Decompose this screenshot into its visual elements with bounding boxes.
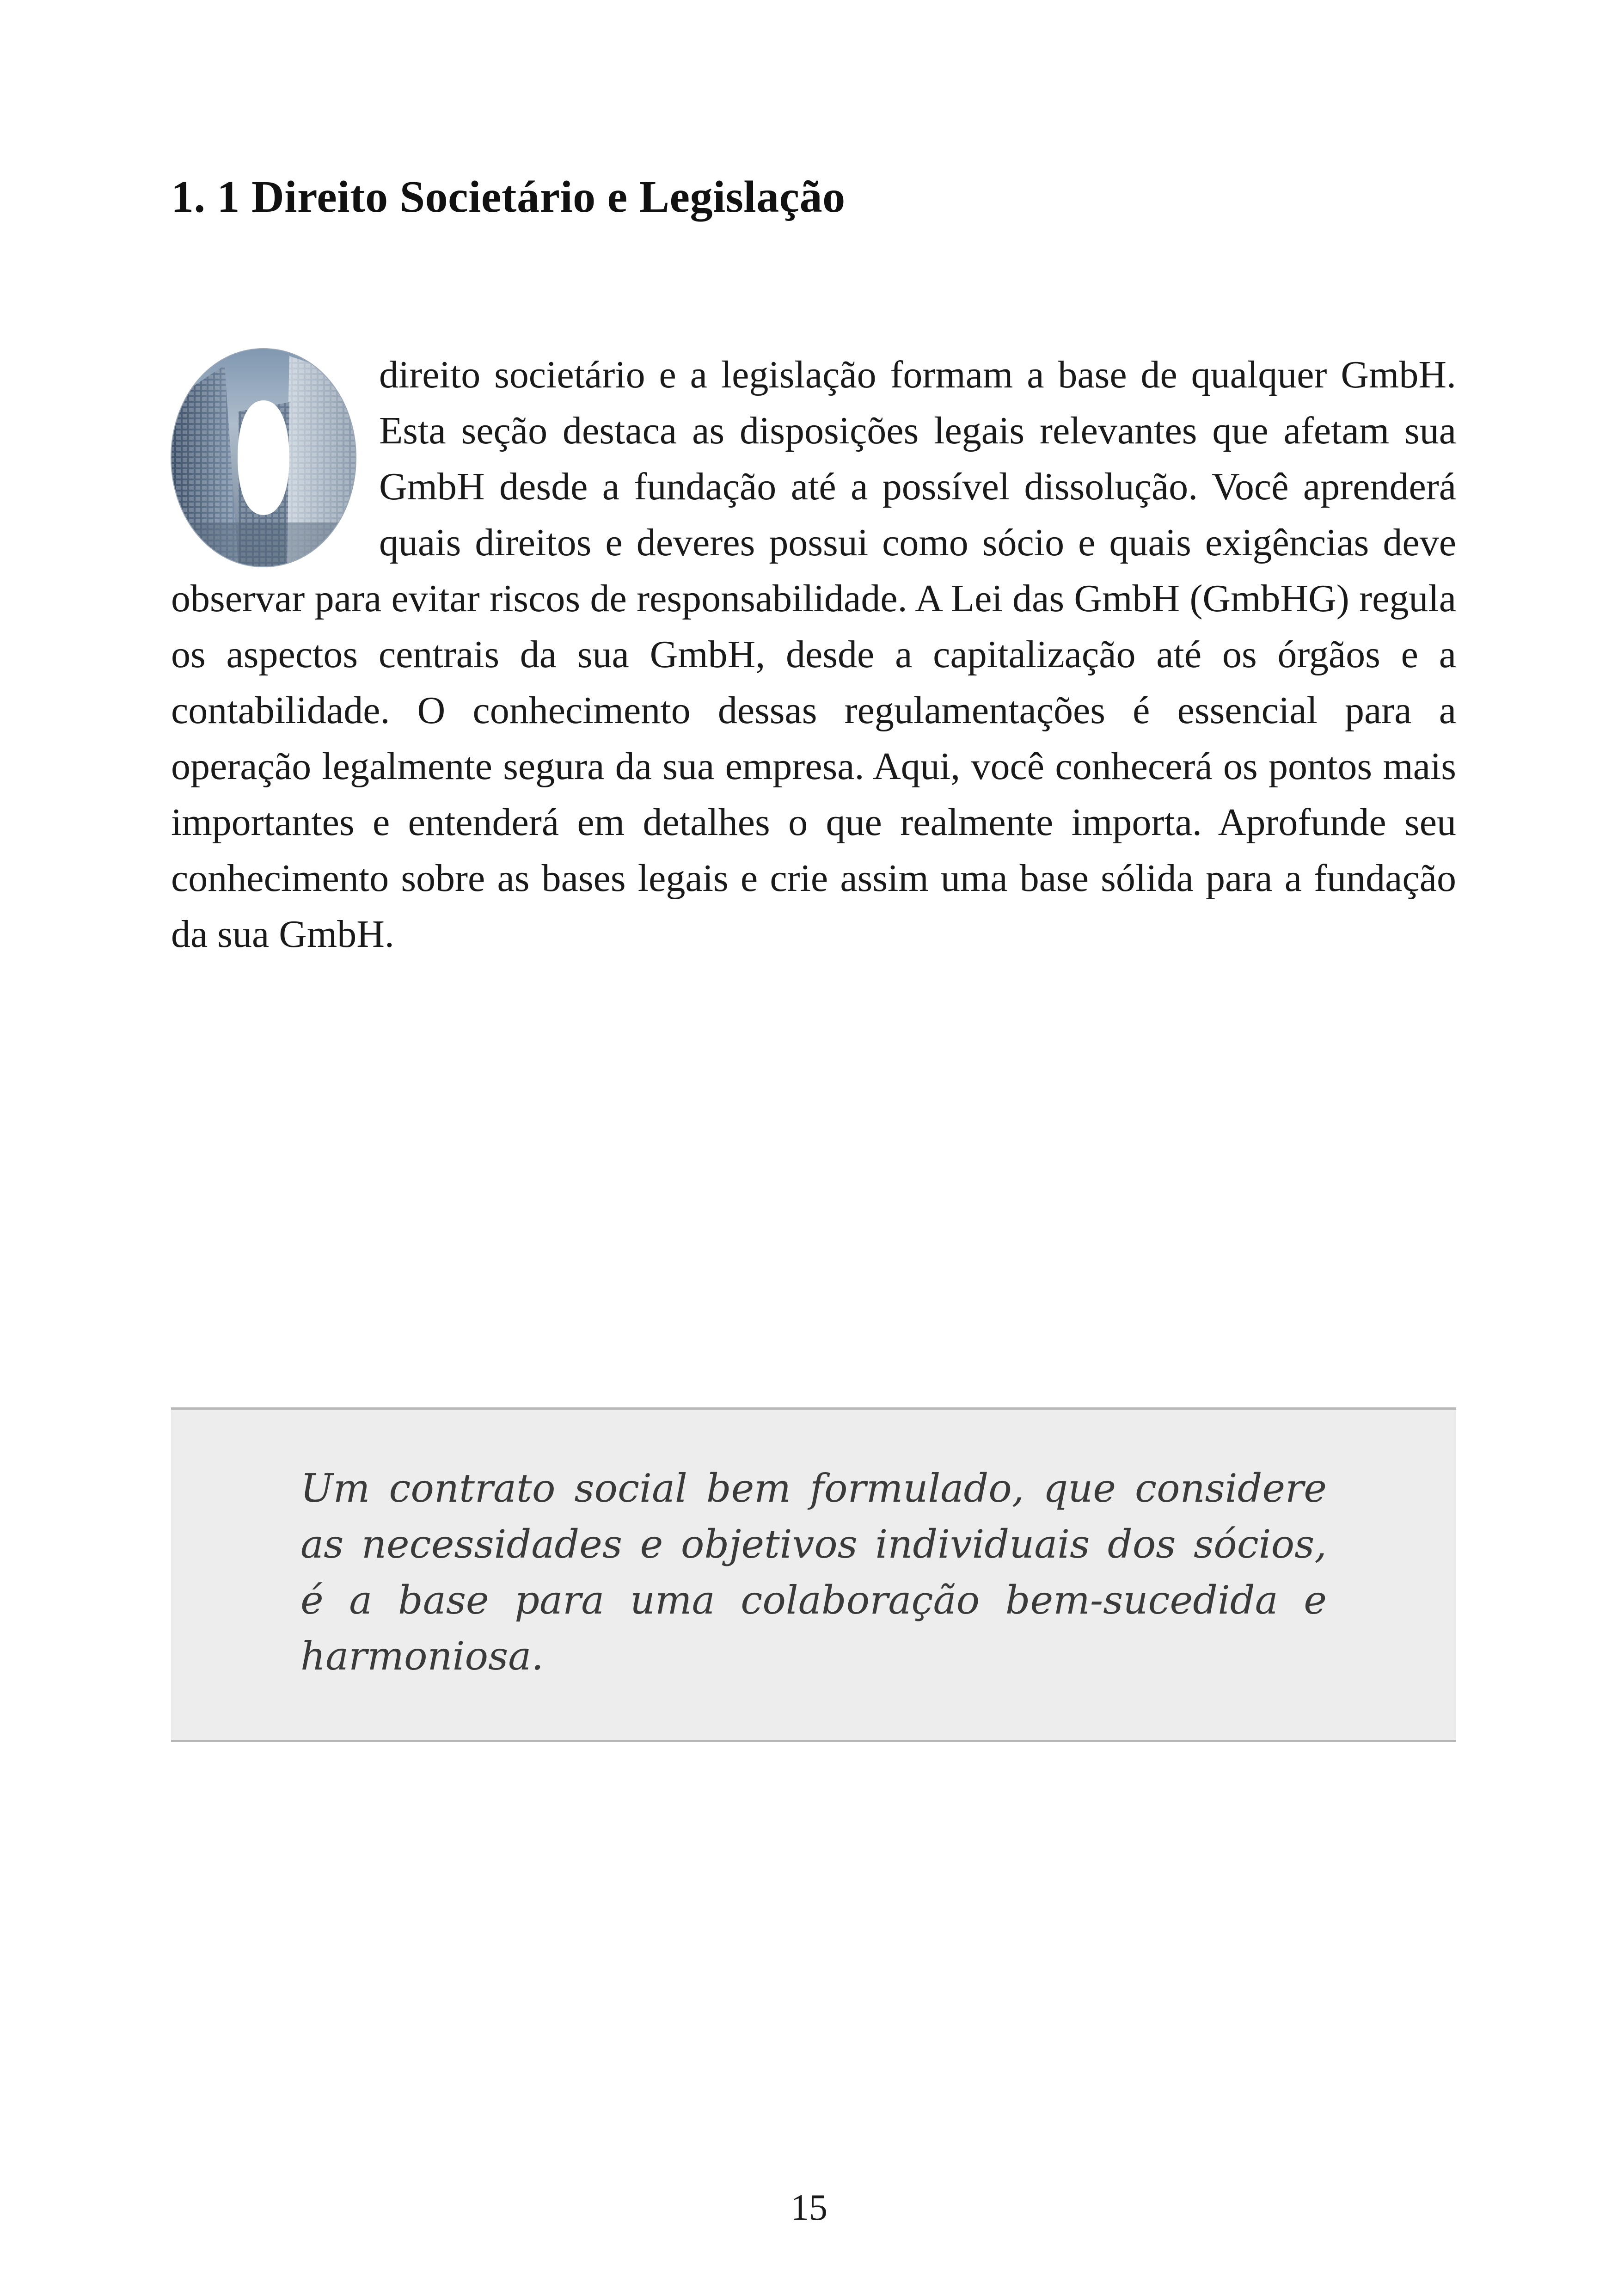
intro-text: direito societário e a legislação formam a base de qualquer GmbH. Esta seção destaca as disposições legais relevantes que afetam sua GmbH desde a fundação até a possível dissolução. Você aprenderá quais direitos e deveres possui como sócio e quais exigências deve observar para evitar riscos de responsabilidade. A Lei das GmbH (GmbHG) regula os aspectos centrais da sua GmbH, desde a capitalização até os órgãos e a contabilidade. O conhecimento dessas regulamentações é essencial para a operação legalmente segura da sua empresa. Aqui, você conhecerá os pontos mais importantes e entenderá em detalhes o que realmente importa. Aprofunde seu conhecimento sobre as bases legais e crie assim uma base sólida para a fundação da sua GmbH.: [171, 353, 1456, 956]
callout-quote: Um contrato social bem formulado, que considere as necessidades e objetivos individuais dos sócios, é a base para uma colaboração bem-sucedida e harmoniosa.: [300, 1466, 1327, 1679]
callout-box: [171, 1407, 1456, 1742]
page-title: 1. 1 Direito Societário e Legislação: [171, 172, 846, 222]
page-number: 15: [791, 2187, 827, 2228]
dropcap-letter-image: [169, 347, 358, 569]
intro-paragraph: [171, 347, 1456, 962]
